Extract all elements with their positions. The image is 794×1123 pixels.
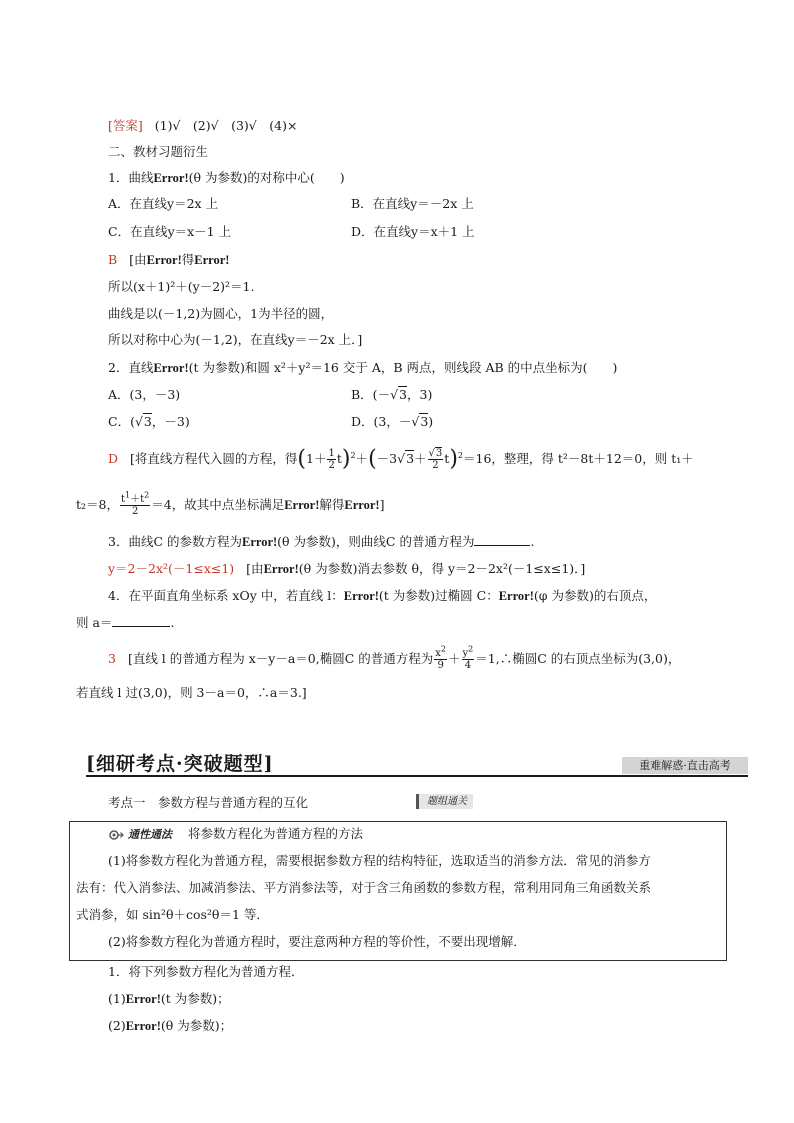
method-paragraph-1b: 法有：代入消参法、加减消参法、平方消参法等，对于含三角函数的参数方程，常利用同角三角函数关系 [76, 880, 652, 895]
q2-option-c: C．(√3，－3) [108, 414, 190, 429]
q2-option-d: D．(3，－√3) [351, 414, 434, 429]
q2-option-b: B．(－√3，3) [351, 387, 433, 402]
method-paragraph-2: (2)将参数方程化为普通方程时，要注意两种方程的等价性，不要出现增解． [108, 934, 526, 949]
method-paragraph-1a: (1)将参数方程化为普通方程，需要根据参数方程的结构特征，选取适当的消参方法．常见的消参方 [108, 853, 651, 868]
q2-stem: 2．直线Error!(t 为参数)和圆 x²＋y²＝16 交于 A，B 两点，则线段 AB 的中点坐标为( ) [108, 360, 618, 375]
q1-answer: B [108, 252, 118, 267]
answer-tag: [答案] [108, 118, 143, 133]
q1-solution-1: B [由Error!得Error! [108, 252, 230, 267]
answer-text: (1)√ (2)√ (3)√ (4)× [154, 118, 298, 133]
q3-stem: 3．曲线C 的参数方程为Error!(θ 为参数)，则曲线C 的普通方程为 . [108, 534, 535, 549]
section-banner-tag: 重难解惑·直击高考 [622, 757, 748, 774]
exercise-item-2: (2)Error!(θ 为参数)； [108, 1018, 233, 1033]
method-heading [108, 826, 363, 843]
q2-solution-2: t₂＝8， $\frac{t^1+t^2}{2}$ ＝4，故其中点坐标满足Error!解得Error!] [76, 490, 385, 517]
answer-blank [474, 533, 530, 546]
q4-stem-2: 则 a＝ . [76, 615, 175, 630]
keypoint-title: 考点一 参数方程与普通方程的互化 [108, 795, 309, 810]
section-banner-title: [细研考点·突破题型] [86, 753, 274, 775]
q2-answer: D [108, 451, 119, 466]
error-token: Error! [153, 171, 189, 185]
q4-solution-1: 3 [直线 l 的普通方程为 x－y－a＝0,椭圆C 的普通方程为 $\frac{x^2}{9}$ ＋ $\frac{y^2}{4}$ ＝1,∴椭圆C 的右顶点坐标为(3,0)， [108, 644, 681, 671]
q4-stem: 4．在平面直角坐标系 xOy 中，若直线 l：Error!(t 为参数)过椭圆 C：Error!(φ 为参数)的右顶点， [108, 588, 657, 603]
method-title: 通性通法 [127, 828, 172, 841]
method-heading-text: 将参数方程化为普通方程的方法 [187, 826, 363, 841]
q1-option-d: D．在直线y＝x＋1 上 [351, 224, 475, 239]
q1-option-a: A．在直线y＝2x 上 [108, 196, 219, 211]
gear-icon [108, 829, 124, 841]
answer-blank [112, 614, 170, 627]
q1-solution-3: 曲线是以(－1,2)为圆心，1为半径的圆， [108, 306, 334, 321]
section-heading: 二、教材习题衍生 [108, 144, 209, 159]
q4-solution-2: 若直线 l 过(3,0)，则 3－a＝0，∴a＝3.] [76, 685, 307, 700]
q2-solution-1: D [将直线方程代入圆的方程，得(1＋ $\frac{1}{2}$ t)$^2$＋(－3√3＋ $\frac{√3}{2}$ t)$^2$＝16，整理，得 t²－8t＋12＝0，则 t₁＋ [108, 446, 694, 472]
banner-divider [86, 775, 748, 777]
q2-option-a: A．(3，－3) [108, 387, 181, 402]
keypoint-tag: 题组通关 [416, 794, 473, 809]
answer-line [108, 118, 297, 134]
q1-option-c: C．在直线y＝x－1 上 [108, 224, 232, 239]
exercise-stem: 1．将下列参数方程化为普通方程． [108, 964, 304, 979]
exercise-item-1: (1)Error!(t 为参数)； [108, 991, 230, 1006]
q1-solution-4: 所以对称中心为(－1,2)，在直线y＝－2x 上．] [108, 332, 363, 347]
q1-option-b: B．在直线y＝－2x 上 [351, 196, 474, 211]
q3-answer: y＝2－2x²(－1≤x≤1) [108, 561, 235, 576]
q1-solution-2: 所以(x＋1)²＋(y－2)²＝1. [108, 279, 255, 294]
q3-solution: y＝2－2x²(－1≤x≤1) [由Error!(θ 为参数)消去参数 θ，得 y＝2－2x²(－1≤x≤1)．] [108, 561, 586, 576]
q4-answer: 3 [108, 651, 116, 666]
method-paragraph-1c: 式消参，如 sin²θ＋cos²θ＝1 等． [76, 907, 269, 922]
q1-stem: 1．曲线Error!(θ 为参数)的对称中心( ) [108, 170, 345, 185]
